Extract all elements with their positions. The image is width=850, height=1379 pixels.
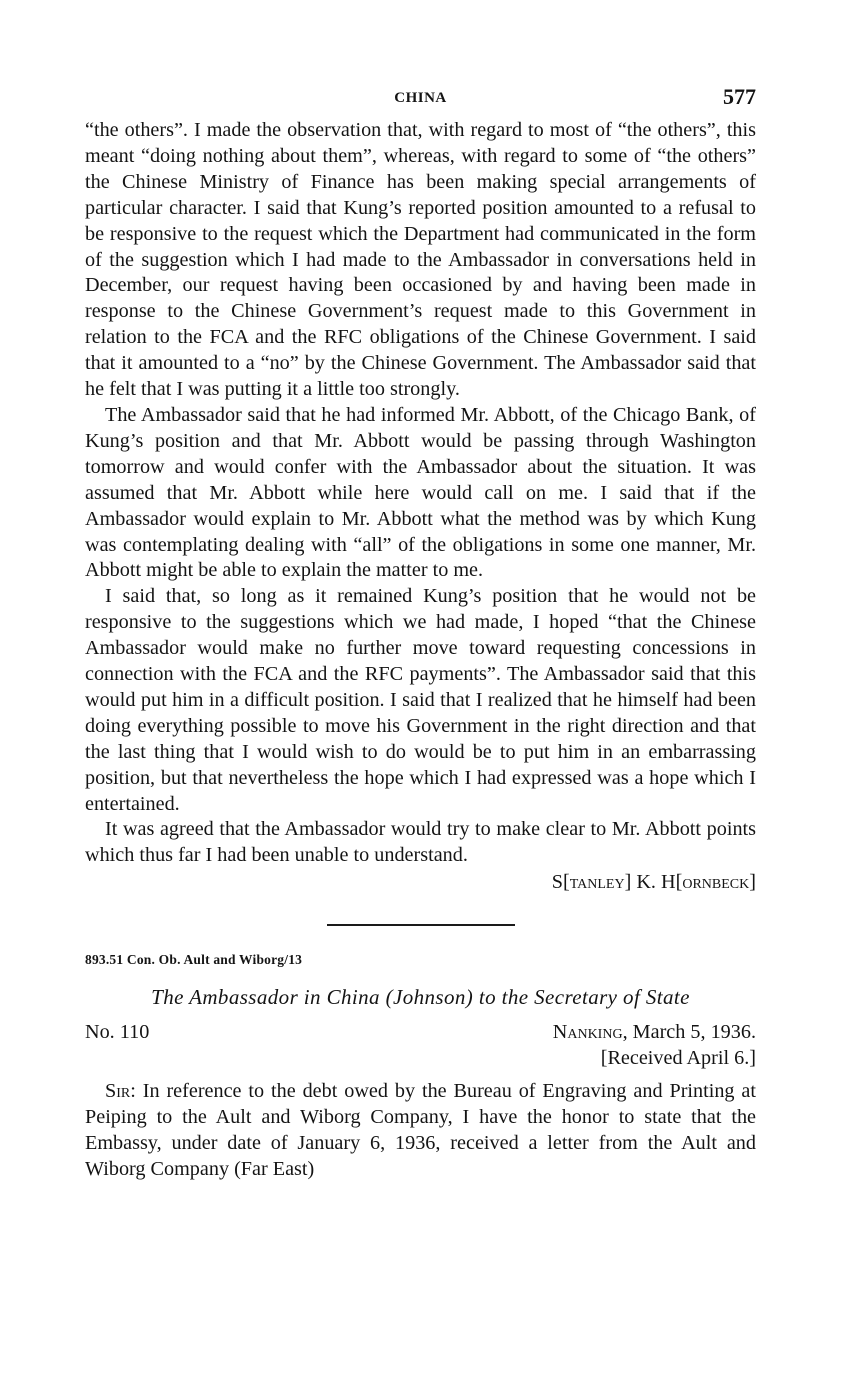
received-date: [Received April 6.] — [600, 1047, 756, 1070]
running-title: CHINA — [394, 90, 447, 106]
place-and-date — [553, 1019, 756, 1071]
date: , March 5, 1936. — [622, 1021, 756, 1044]
paragraph-abbott-visit: The Ambassador said that he had informed Mr. Abbott, of the Chicago Bank, of Kung’s position and that Mr. Abbott would be passing through Washington tomorrow and would confer with the Ambassador about the situation. It was assumed that Mr. Abbott while here would call on me. I said that if the Ambassador would explain to Mr. Abbott what the method was by which Kung was contemplating dealing with “all” of the obligations in some one manner, Mr. Abbott might be able to explain the matter to me. — [85, 403, 756, 582]
page-number: 577 — [723, 84, 756, 109]
file-reference: 893.51 Con. Ob. Ault and Wiborg/13 — [85, 952, 303, 968]
heading-from: The Ambassador in China — [151, 985, 380, 1010]
document-page — [85, 84, 756, 1183]
signature-last-rest: ornbeck — [682, 871, 750, 894]
letter-opening — [85, 1079, 756, 1183]
heading-to: to the Secretary of State — [478, 985, 690, 1010]
document-number: No. 110 — [85, 1021, 150, 1044]
letter-body — [85, 1079, 756, 1183]
section-divider — [327, 924, 515, 926]
salutation: Sir — [105, 1080, 131, 1103]
signature: S[tanley] K. H[ornbeck] — [551, 871, 756, 894]
signature-first-initial: S — [551, 871, 563, 894]
heading-name: Johnson — [392, 985, 466, 1010]
memorandum-body — [85, 118, 756, 869]
letter-opening-text: : In reference to the debt owed by the Bureau of Engraving and Printing at Peiping to the Ault and Wiborg Company, I have the honor to state that the Embassy, under date of January 6, 1936, received a letter from the Ault and Wiborg Company (Far East) — [85, 1080, 756, 1180]
signature-first-rest: tanley — [569, 871, 625, 894]
paragraph-agreement: It was agreed that the Ambassador would try to make clear to Mr. Abbott points which thus far I had been unable to understand. — [85, 818, 756, 867]
paragraph-continued: “the others”. I made the observation that, with regard to most of “the others”, this meant “doing nothing about them”, whereas, with regard to some of “the others” the Chinese Ministry of Finance has been making special arrangements of particular character. I said that Kung’s reported position amounted to a refusal to be responsive to the request which the Department had communicated in the form of the suggestion which I had made to the Ambassador in conversations held in December, our request having been occasioned by and having been made in response to the Chinese Government’s request made to this Government in relation to the FCA and the RFC obligations of the Chinese Government. I said that it amounted to a “no” by the Chinese Government. The Ambassador said that he felt that I was putting it a little too strongly. — [85, 119, 756, 401]
dateline — [85, 1019, 756, 1075]
running-header — [85, 84, 756, 118]
place: Nanking — [552, 1021, 623, 1044]
signature-last-initial: H — [661, 871, 676, 894]
document-heading: The Ambassador in China (Johnson) to the Secretary of State — [151, 985, 690, 1010]
paragraph-kung-position: I said that, so long as it remained Kung’s position that he would not be responsive to the suggestions which we had made, I hoped “that the Chinese Ambassador would make no further move toward requesting concessions in connection with the FCA and the RFC payments”. The Ambassador said that this would put him in a difficult position. I said that I realized that he himself had been doing everything possible to move his Government in the right direction and that the last thing that I would wish to do would be to put him in an embarrassing position, but that nevertheless the hope which I had expressed was a hope which I entertained. — [85, 585, 756, 815]
signature-middle: K. — [636, 871, 656, 894]
